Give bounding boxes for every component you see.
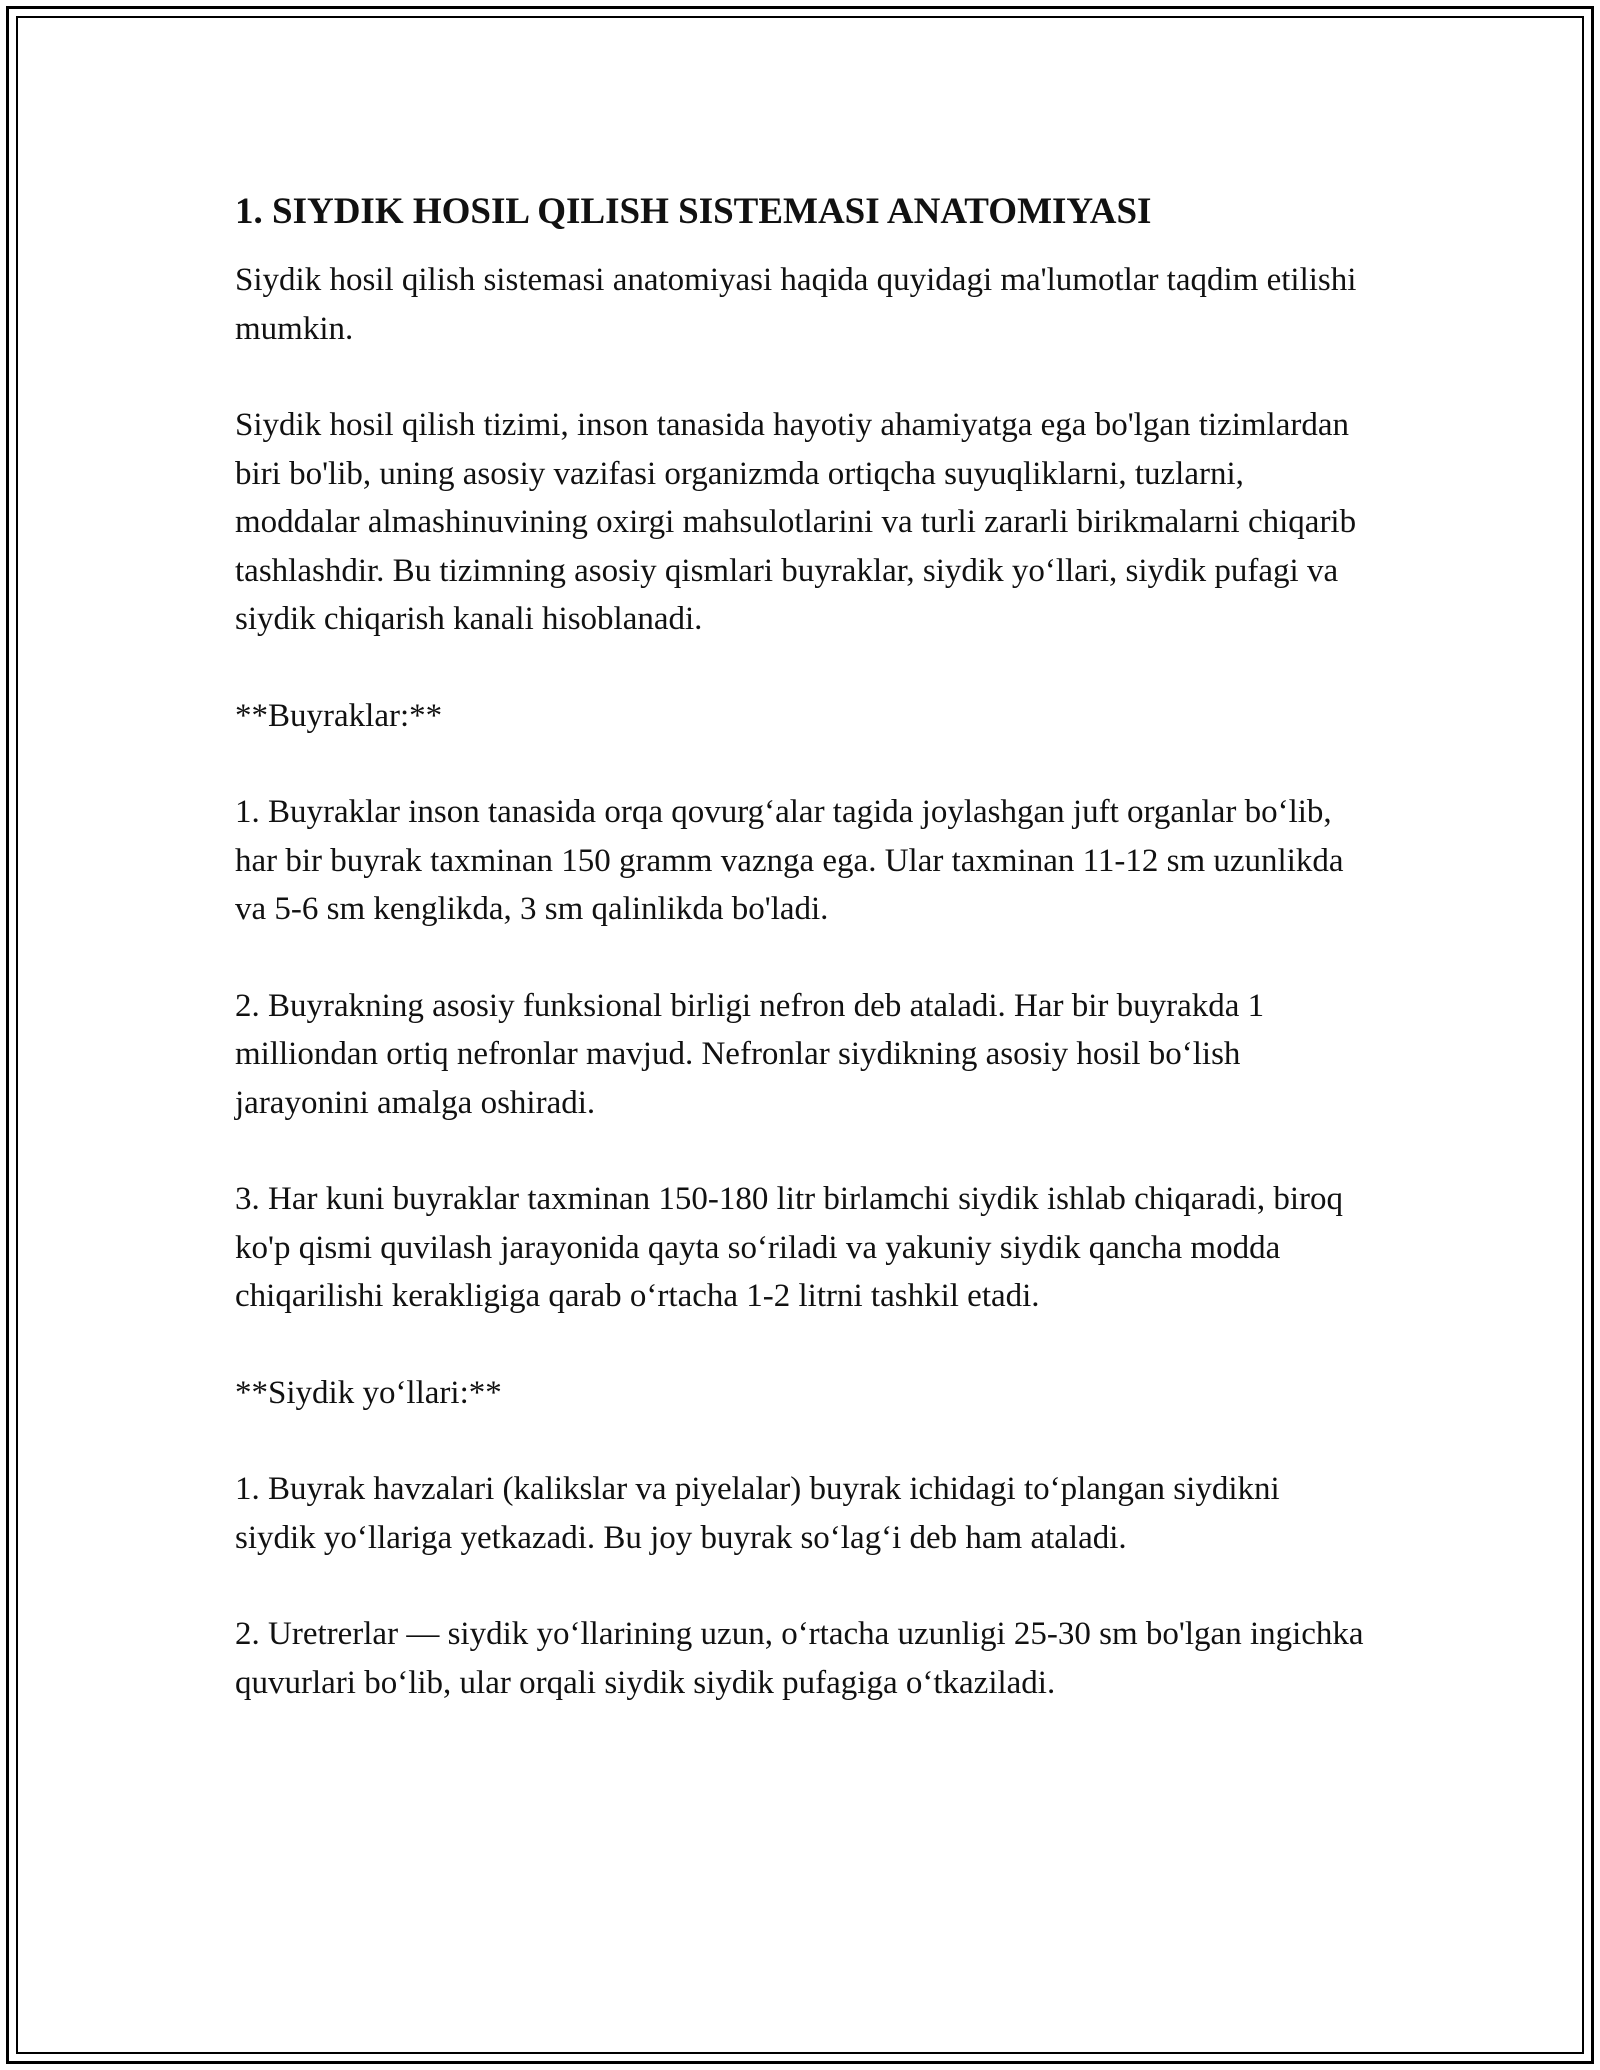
intro-paragraph: Siydik hosil qilish sistemasi anatomiyasi haqida quyidagi ma'lumotlar taqdim etilishi mumkin. [235,262,1357,347]
overview-paragraph: Siydik hosil qilish tizimi, inson tanasida hayotiy ahamiyatga ega bo'lgan tizimlardan biri bo'lib, uning asosiy vazifasi organizmda ortiqcha suyuqliklarni, tuzlarni, moddalar almashinuvining oxirgi mahsulotlarini va turli zararli birikmalarni chiqarib tashlashdir. Bu tizimning asosiy qismlari buyraklar, siydik yo‘llari, siydik pufagi va siydik chiqarish kanali hisoblanadi. [235,407,1357,637]
kidneys-item-1: 1. Buyraklar inson tanasida orqa qovurg‘alar tagida joylashgan juft organlar bo‘lib, har bir buyrak taxminan 150 gramm vaznga ega. Ular taxminan 11-12 sm uzunlikda va 5-6 sm kenglikda, 3 sm qalinlikda bo'ladi. [235,794,1344,927]
urinary-tract-heading: **Siydik yo‘llari:** [235,1374,502,1411]
document-body [235,186,1365,1755]
urinary-tract-item-1: 1. Buyrak havzalari (kalikslar va piyelalar) buyrak ichidagi to‘plangan siydikni siydik yo‘llariga yetkazadi. Bu joy buyrak so‘lag‘i deb ham ataladi. [235,1471,1280,1556]
urinary-tract-item-2: 2. Uretrerlar — siydik yo‘llarining uzun, o‘rtacha uzunligi 25-30 sm bo'lgan ingichka quvurlari bo‘lib, ular orqali siydik siydik pufagiga o‘tkaziladi. [235,1616,1364,1701]
kidneys-item-2: 2. Buyrakning asosiy funksional birligi nefron deb ataladi. Har bir buyrakda 1 milliondan ortiq nefronlar mavjud. Nefronlar siydikning asosiy hosil bo‘lish jarayonini amalga oshiradi. [235,987,1265,1121]
document-title: 1. SIYDIK HOSIL QILISH SISTEMASI ANATOMIYASI [235,191,1152,232]
kidneys-item-3: 3. Har kuni buyraklar taxminan 150-180 litr birlamchi siydik ishlab chiqaradi, biroq ko'p qismi quvilash jarayonida qayta so‘riladi va yakuniy siydik qancha modda chiqarilishi kerakligiga qarab o‘rtacha 1-2 litrni tashkil etadi. [235,1181,1343,1314]
kidneys-heading: **Buyraklar:** [235,697,443,734]
